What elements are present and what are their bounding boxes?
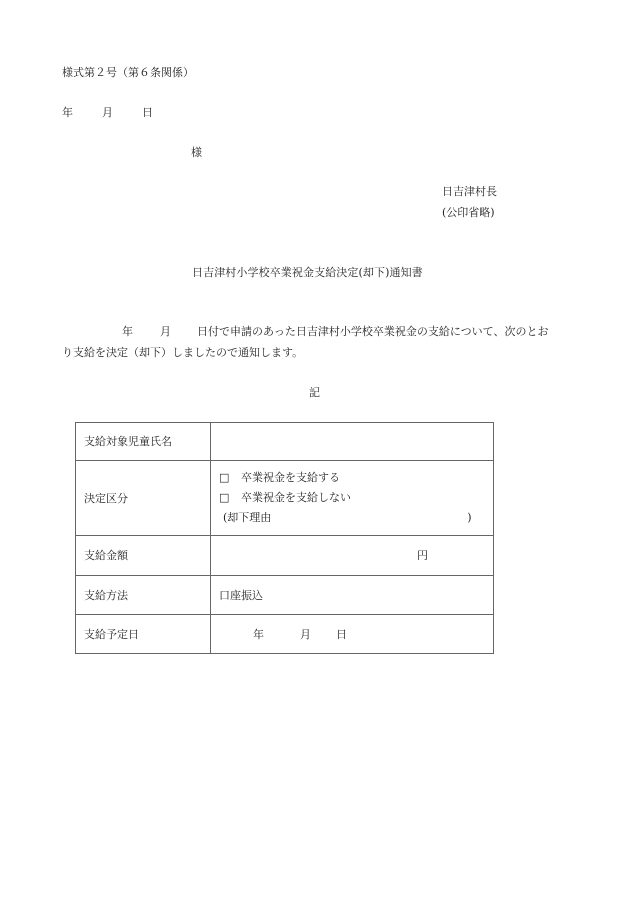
issuer-name: 日吉津村長 bbox=[442, 185, 497, 198]
sched-year: 年 bbox=[253, 627, 264, 641]
issue-date bbox=[62, 107, 153, 118]
ki-heading: 記 bbox=[309, 386, 320, 399]
option-reject bbox=[219, 488, 485, 508]
details-table bbox=[75, 422, 494, 654]
option-approve-text: 卒業祝金を支給する bbox=[241, 471, 340, 484]
document-title: 日吉津村小学校卒業祝金支給決定(却下)通知書 bbox=[192, 266, 423, 279]
addressee-suffix: 様 bbox=[191, 146, 202, 159]
reason-open: (却下理由 bbox=[223, 511, 272, 524]
form-number: 様式第２号（第６条関係） bbox=[62, 66, 194, 79]
body-text-1: 日付で申請のあった日吉津村小学校卒業祝金の支給について、次のとお bbox=[197, 325, 549, 338]
scheduled-date-value bbox=[211, 615, 494, 654]
decision-options bbox=[211, 461, 494, 536]
yen-unit: 円 bbox=[417, 549, 428, 562]
amount-value bbox=[211, 536, 494, 576]
child-name-label: 支給対象児童氏名 bbox=[76, 423, 211, 461]
sched-day: 日 bbox=[336, 627, 347, 641]
checkbox-reject[interactable]: □ bbox=[219, 491, 230, 504]
issuer-seal-note: (公印省略) bbox=[442, 206, 495, 219]
date-day: 日 bbox=[142, 106, 153, 119]
scheduled-date-label: 支給予定日 bbox=[76, 615, 211, 654]
table-row bbox=[76, 576, 494, 615]
rejection-reason bbox=[219, 508, 485, 528]
child-name-value bbox=[211, 423, 494, 461]
body-month: 月 bbox=[160, 325, 171, 338]
option-approve bbox=[219, 468, 485, 488]
amount-label: 支給金額 bbox=[76, 536, 211, 576]
table-row bbox=[76, 536, 494, 576]
date-month: 月 bbox=[102, 106, 113, 119]
body-line-2: り支給を決定（却下）しましたので通知します。 bbox=[62, 346, 304, 359]
decision-label: 決定区分 bbox=[76, 461, 211, 536]
option-reject-text: 卒業祝金を支給しない bbox=[241, 491, 351, 504]
table-row bbox=[76, 461, 494, 536]
body-year: 年 bbox=[122, 325, 133, 338]
method-value: 口座振込 bbox=[211, 576, 494, 615]
table-row bbox=[76, 423, 494, 461]
checkbox-approve[interactable]: □ bbox=[219, 471, 230, 484]
method-label: 支給方法 bbox=[76, 576, 211, 615]
sched-month: 月 bbox=[300, 627, 311, 641]
body-line-1 bbox=[62, 326, 548, 337]
table-row bbox=[76, 615, 494, 654]
reason-close: ) bbox=[467, 511, 472, 524]
date-year: 年 bbox=[62, 106, 73, 119]
